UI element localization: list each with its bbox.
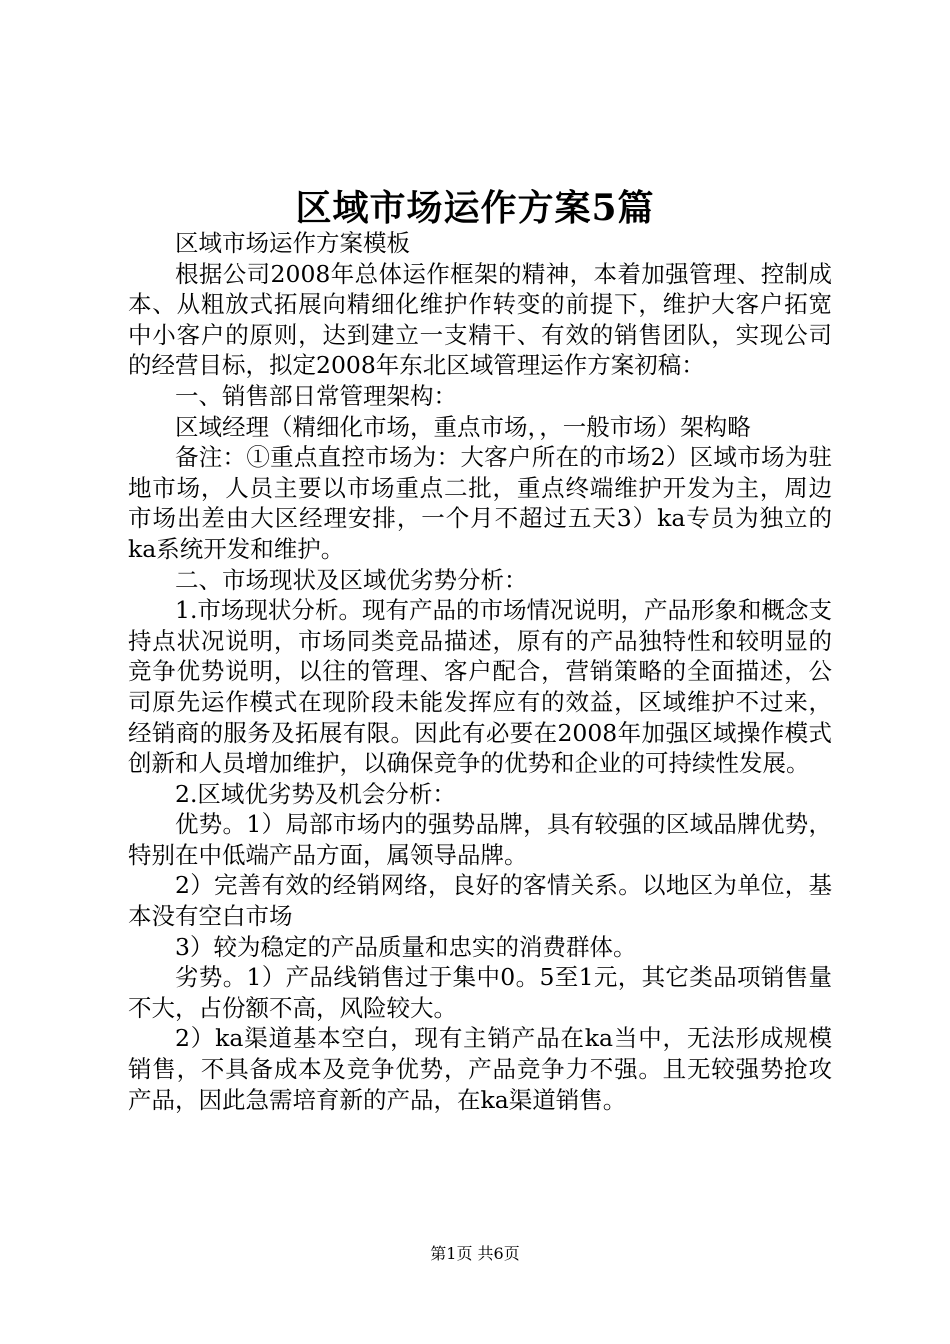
paragraph-weakness-2: 2）ka渠道基本空白，现有主销产品在ka当中，无法形成规模销售，不具备成本及竞争优势，产品竞争力不强。且无较强势抢攻产品，因此急需培育新的产品，在ka渠道销售。 xyxy=(128,1024,832,1114)
paragraph-weakness-1: 劣势。1）产品线销售过于集中0。5至1元，其它类品项销售量不大，占份额不高，风险较大。 xyxy=(128,963,832,1022)
paragraph-notes: 备注：①重点直控市场为：大客户所在的市场2）区域市场为驻地市场，人员主要以市场重点二批，重点终端维护开发为主，周边市场出差由大区经理安排，一个月不超过五天3）ka专员为独立的ka系统开发和维护。 xyxy=(128,443,832,563)
paragraph-strength-3: 3）较为稳定的产品质量和忠实的消费群体。 xyxy=(175,932,637,961)
page-footer: 第1页 共6页 xyxy=(430,1244,520,1263)
paragraph-intro: 根据公司2008年总体运作框架的精神，本着加强管理、控制成本、从粗放式拓展向精细化维护作转变的前提下，维护大客户拓宽中小客户的原则，达到建立一支精干、有效的销售团队，实现公司的经营目标，拟定2008年东北区域管理运作方案初稿： xyxy=(128,259,832,380)
subheading-swot: 2.区域优劣势及机会分析： xyxy=(175,779,456,808)
paragraph-market-status: 1.市场现状分析。现有产品的市场情况说明，产品形象和概念支持点状况说明，市场同类竞品描述，原有的产品独特性和较明显的竞争优势说明，以往的管理、客户配合，营销策略的全面描述，公司原先运作模式在现阶段未能发挥应有的效益，区域维护不过来，经销商的服务及拓展有限。因此有必要在2008年加强区域操作模式创新和人员增加维护，以确保竞争的优势和企业的可持续性发展。 xyxy=(128,596,832,778)
document-body xyxy=(128,228,832,1115)
paragraph-strength-1: 优势。1）局部市场内的强势品牌，具有较强的区域品牌优势，特别在中低端产品方面，属领导品牌。 xyxy=(128,810,832,869)
document-title: 区域市场运作方案5篇 xyxy=(295,187,655,229)
section-heading-management: 一、销售部日常管理架构： xyxy=(175,381,457,410)
paragraph-strength-2: 2）完善有效的经销网络，良好的客情关系。以地区为单位，基本没有空白市场 xyxy=(128,871,832,931)
paragraph-template-heading: 区域市场运作方案模板 xyxy=(175,229,410,257)
section-heading-analysis: 二、市场现状及区域优劣势分析： xyxy=(175,565,528,594)
paragraph-structure: 区域经理（精细化市场，重点市场，，一般市场）架构略 xyxy=(175,412,751,441)
